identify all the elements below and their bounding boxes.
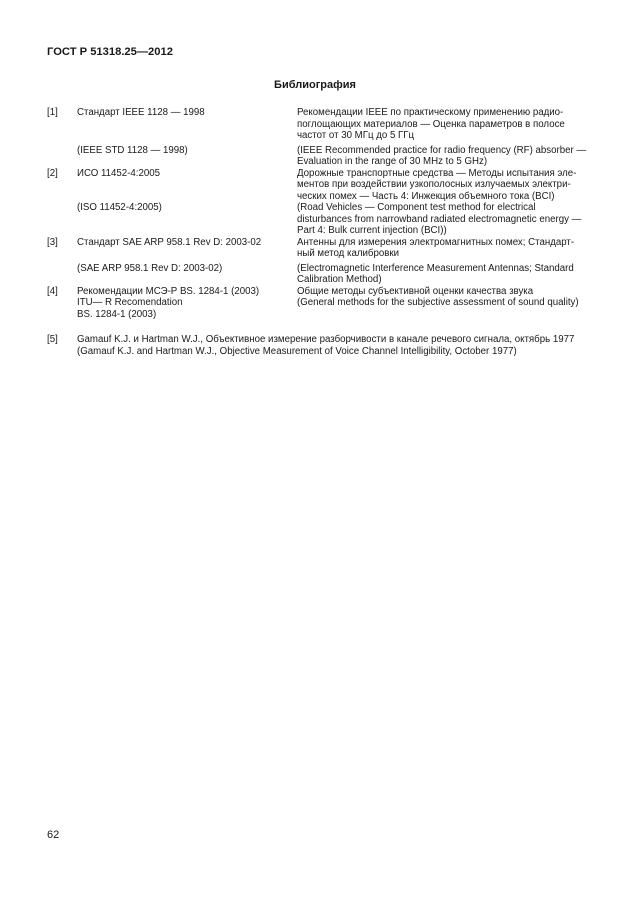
title-line: Общие методы субъективной оценки качества звука bbox=[297, 285, 534, 297]
reference-title bbox=[297, 145, 587, 168]
reference-1 bbox=[47, 107, 587, 142]
reference-title bbox=[297, 263, 587, 286]
reference-2 bbox=[47, 168, 587, 203]
title-line: (General methods for the subjective assessment of sound quality) bbox=[297, 297, 579, 308]
title-line: ный метод калибровки bbox=[297, 248, 400, 259]
document-code-header: ГОСТ Р 51318.25—2012 bbox=[47, 46, 173, 58]
reference-source bbox=[77, 145, 297, 168]
reference-source bbox=[77, 237, 297, 260]
reference-3 bbox=[47, 237, 587, 260]
title-line: частот от 30 МГц до 5 ГГц bbox=[297, 130, 415, 141]
reference-2-original bbox=[47, 202, 587, 237]
source-line: ИСО 11452-4:2005 bbox=[77, 167, 161, 179]
title-line: (IEEE Recommended practice for radio frequency (RF) absorber — bbox=[297, 144, 587, 156]
reference-title bbox=[297, 237, 587, 260]
bibliography-list bbox=[47, 107, 587, 357]
reference-1-original bbox=[47, 145, 587, 168]
source-line: (ISO 11452-4:2005) bbox=[77, 202, 162, 213]
title-line: ческих помех — Часть 4: Инжекция объемного тока (BCI) bbox=[297, 190, 555, 202]
reference-number: [2] bbox=[47, 167, 58, 179]
title-line: ментов при воздействии узкополосных излучаемых электри- bbox=[297, 179, 571, 190]
reference-line: (Gamauf K.J. and Hartman W.J., Objective Measurement of Voice Channel Intelligibility, October 1977) bbox=[77, 345, 517, 357]
source-line: (SAE ARP 958.1 Rev D: 2003-02) bbox=[77, 262, 223, 274]
reference-source bbox=[77, 286, 297, 321]
reference-number: [5] bbox=[47, 334, 58, 345]
reference-title bbox=[297, 107, 587, 142]
source-line: BS. 1284-1 (2003) bbox=[77, 308, 157, 320]
reference-full-text bbox=[77, 334, 587, 357]
reference-3-original bbox=[47, 263, 587, 286]
reference-number: [1] bbox=[47, 107, 58, 118]
bibliography-title: Библиография bbox=[274, 79, 356, 91]
reference-title bbox=[297, 286, 587, 321]
source-line: Стандарт IEEE 1128 — 1998 bbox=[77, 107, 205, 118]
title-line: (Road Vehicles — Component test method for electrical bbox=[297, 202, 536, 213]
title-line: (Electromagnetic Interference Measurement Antennas; Standard bbox=[297, 262, 574, 274]
reference-line: Gamauf K.J. и Hartman W.J., Объективное измерение разборчивости в канале речевого сигнала, октябрь 1977 bbox=[77, 334, 575, 345]
reference-4 bbox=[47, 286, 587, 321]
title-line: Calibration Method) bbox=[297, 274, 382, 285]
reference-number: [4] bbox=[47, 285, 58, 297]
title-line: Дорожные транспортные средства — Методы испытания эле- bbox=[297, 167, 577, 179]
source-line: (IEEE STD 1128 — 1998) bbox=[77, 144, 188, 156]
reference-title bbox=[297, 202, 587, 237]
source-line: ITU— R Recomendation bbox=[77, 297, 183, 308]
source-line: Рекомендации МСЭ-Р BS. 1284-1 (2003) bbox=[77, 285, 260, 297]
reference-source bbox=[77, 202, 297, 237]
reference-5 bbox=[47, 334, 587, 357]
title-line: Антенны для измерения электромагнитных помех; Стандарт- bbox=[297, 236, 575, 248]
title-line: Рекомендации IEEE по практическому применению радио- bbox=[297, 107, 564, 118]
reference-source bbox=[77, 263, 297, 286]
source-line: Стандарт SAE ARP 958.1 Rev D: 2003-02 bbox=[77, 236, 262, 248]
reference-title bbox=[297, 168, 587, 203]
reference-source bbox=[77, 107, 297, 142]
page-number: 62 bbox=[47, 829, 60, 841]
title-line: поглощающих материалов — Оценка параметров в полосе bbox=[297, 118, 565, 130]
title-line: Evaluation in the range of 30 MHz to 5 GHz) bbox=[297, 156, 488, 167]
title-line: Part 4: Bulk current injection (BCI)) bbox=[297, 225, 447, 236]
reference-source bbox=[77, 168, 297, 203]
reference-number: [3] bbox=[47, 236, 58, 248]
title-line: disturbances from narrowband radiated electromagnetic energy — bbox=[297, 213, 582, 225]
